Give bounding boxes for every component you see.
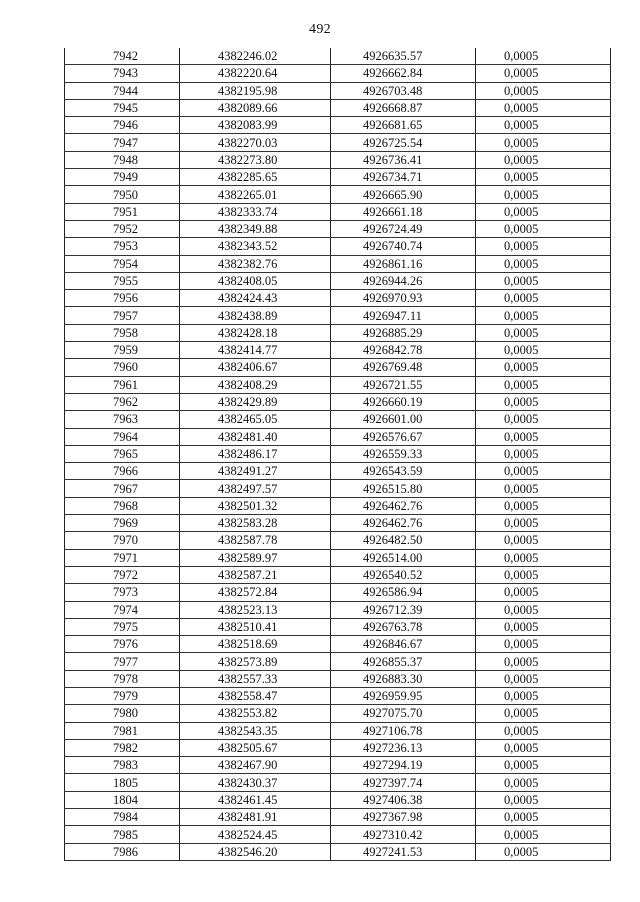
point-number-cell: 7947 <box>65 134 180 151</box>
accuracy-cell: 0,0005 <box>476 757 611 774</box>
point-number-cell: 7975 <box>65 618 180 635</box>
x-coordinate-cell: 4382543.35 <box>180 722 331 739</box>
table-row <box>65 705 611 722</box>
y-coordinate-cell: 4927106.78 <box>331 722 476 739</box>
point-number-cell: 7977 <box>65 653 180 670</box>
accuracy-cell: 0,0005 <box>476 584 611 601</box>
table-row <box>65 497 611 514</box>
y-coordinate-cell: 4926559.33 <box>331 445 476 462</box>
x-coordinate-cell: 4382343.52 <box>180 238 331 255</box>
point-number-cell: 7964 <box>65 428 180 445</box>
coordinates-table-body <box>65 48 611 860</box>
table-row <box>65 342 611 359</box>
table-row <box>65 618 611 635</box>
x-coordinate-cell: 4382083.99 <box>180 117 331 134</box>
y-coordinate-cell: 4927367.98 <box>331 809 476 826</box>
accuracy-cell: 0,0005 <box>476 238 611 255</box>
table-row <box>65 739 611 756</box>
table-row <box>65 791 611 808</box>
accuracy-cell: 0,0005 <box>476 463 611 480</box>
accuracy-cell: 0,0005 <box>476 220 611 237</box>
accuracy-cell: 0,0005 <box>476 705 611 722</box>
table-row <box>65 376 611 393</box>
x-coordinate-cell: 4382408.05 <box>180 272 331 289</box>
y-coordinate-cell: 4926846.67 <box>331 636 476 653</box>
accuracy-cell: 0,0005 <box>476 290 611 307</box>
point-number-cell: 7972 <box>65 566 180 583</box>
point-number-cell: 7969 <box>65 515 180 532</box>
y-coordinate-cell: 4926661.18 <box>331 203 476 220</box>
y-coordinate-cell: 4926681.65 <box>331 117 476 134</box>
x-coordinate-cell: 4382265.01 <box>180 186 331 203</box>
point-number-cell: 7985 <box>65 826 180 843</box>
accuracy-cell: 0,0005 <box>476 722 611 739</box>
point-number-cell: 7978 <box>65 670 180 687</box>
x-coordinate-cell: 4382408.29 <box>180 376 331 393</box>
y-coordinate-cell: 4927236.13 <box>331 739 476 756</box>
y-coordinate-cell: 4926883.30 <box>331 670 476 687</box>
table-row <box>65 203 611 220</box>
y-coordinate-cell: 4926662.84 <box>331 65 476 82</box>
table-row <box>65 238 611 255</box>
table-row <box>65 272 611 289</box>
y-coordinate-cell: 4926543.59 <box>331 463 476 480</box>
point-number-cell: 7957 <box>65 307 180 324</box>
point-number-cell: 7942 <box>65 48 180 65</box>
x-coordinate-cell: 4382461.45 <box>180 791 331 808</box>
point-number-cell: 7966 <box>65 463 180 480</box>
point-number-cell: 7970 <box>65 532 180 549</box>
accuracy-cell: 0,0005 <box>476 134 611 151</box>
table-row <box>65 532 611 549</box>
x-coordinate-cell: 4382587.78 <box>180 532 331 549</box>
x-coordinate-cell: 4382546.20 <box>180 843 331 860</box>
y-coordinate-cell: 4926725.54 <box>331 134 476 151</box>
accuracy-cell: 0,0005 <box>476 307 611 324</box>
point-number-cell: 7955 <box>65 272 180 289</box>
x-coordinate-cell: 4382220.64 <box>180 65 331 82</box>
table-row <box>65 151 611 168</box>
x-coordinate-cell: 4382089.66 <box>180 99 331 116</box>
accuracy-cell: 0,0005 <box>476 774 611 791</box>
y-coordinate-cell: 4926855.37 <box>331 653 476 670</box>
table-row <box>65 463 611 480</box>
x-coordinate-cell: 4382518.69 <box>180 636 331 653</box>
y-coordinate-cell: 4926635.57 <box>331 48 476 65</box>
accuracy-cell: 0,0005 <box>476 843 611 860</box>
table-row <box>65 290 611 307</box>
table-row <box>65 566 611 583</box>
accuracy-cell: 0,0005 <box>476 203 611 220</box>
accuracy-cell: 0,0005 <box>476 151 611 168</box>
table-row <box>65 307 611 324</box>
accuracy-cell: 0,0005 <box>476 82 611 99</box>
accuracy-cell: 0,0005 <box>476 99 611 116</box>
accuracy-cell: 0,0005 <box>476 376 611 393</box>
y-coordinate-cell: 4927406.38 <box>331 791 476 808</box>
table-row <box>65 393 611 410</box>
accuracy-cell: 0,0005 <box>476 393 611 410</box>
y-coordinate-cell: 4926944.26 <box>331 272 476 289</box>
x-coordinate-cell: 4382587.21 <box>180 566 331 583</box>
point-number-cell: 7967 <box>65 480 180 497</box>
accuracy-cell: 0,0005 <box>476 186 611 203</box>
x-coordinate-cell: 4382553.82 <box>180 705 331 722</box>
point-number-cell: 7963 <box>65 411 180 428</box>
point-number-cell: 7944 <box>65 82 180 99</box>
table-row <box>65 809 611 826</box>
table-row <box>65 411 611 428</box>
page-number: 492 <box>309 22 331 37</box>
y-coordinate-cell: 4926712.39 <box>331 601 476 618</box>
x-coordinate-cell: 4382414.77 <box>180 342 331 359</box>
accuracy-cell: 0,0005 <box>476 809 611 826</box>
table-row <box>65 117 611 134</box>
point-number-cell: 7948 <box>65 151 180 168</box>
point-number-cell: 7943 <box>65 65 180 82</box>
x-coordinate-cell: 4382481.40 <box>180 428 331 445</box>
accuracy-cell: 0,0005 <box>476 480 611 497</box>
accuracy-cell: 0,0005 <box>476 324 611 341</box>
coordinates-table <box>64 48 611 861</box>
point-number-cell: 1805 <box>65 774 180 791</box>
table-row <box>65 220 611 237</box>
accuracy-cell: 0,0005 <box>476 169 611 186</box>
accuracy-cell: 0,0005 <box>476 636 611 653</box>
point-number-cell: 7945 <box>65 99 180 116</box>
accuracy-cell: 0,0005 <box>476 670 611 687</box>
y-coordinate-cell: 4926721.55 <box>331 376 476 393</box>
y-coordinate-cell: 4926462.76 <box>331 515 476 532</box>
y-coordinate-cell: 4926668.87 <box>331 99 476 116</box>
y-coordinate-cell: 4927397.74 <box>331 774 476 791</box>
point-number-cell: 7960 <box>65 359 180 376</box>
point-number-cell: 7982 <box>65 739 180 756</box>
accuracy-cell: 0,0005 <box>476 359 611 376</box>
table-row <box>65 480 611 497</box>
x-coordinate-cell: 4382491.27 <box>180 463 331 480</box>
point-number-cell: 7965 <box>65 445 180 462</box>
x-coordinate-cell: 4382406.67 <box>180 359 331 376</box>
x-coordinate-cell: 4382583.28 <box>180 515 331 532</box>
y-coordinate-cell: 4926514.00 <box>331 549 476 566</box>
y-coordinate-cell: 4926861.16 <box>331 255 476 272</box>
x-coordinate-cell: 4382523.13 <box>180 601 331 618</box>
y-coordinate-cell: 4926763.78 <box>331 618 476 635</box>
x-coordinate-cell: 4382428.18 <box>180 324 331 341</box>
point-number-cell: 7950 <box>65 186 180 203</box>
table-row <box>65 601 611 618</box>
point-number-cell: 1804 <box>65 791 180 808</box>
accuracy-cell: 0,0005 <box>476 549 611 566</box>
accuracy-cell: 0,0005 <box>476 826 611 843</box>
y-coordinate-cell: 4926601.00 <box>331 411 476 428</box>
table-row <box>65 549 611 566</box>
x-coordinate-cell: 4382497.57 <box>180 480 331 497</box>
y-coordinate-cell: 4926576.67 <box>331 428 476 445</box>
x-coordinate-cell: 4382438.89 <box>180 307 331 324</box>
y-coordinate-cell: 4926769.48 <box>331 359 476 376</box>
x-coordinate-cell: 4382246.02 <box>180 48 331 65</box>
table-row <box>65 636 611 653</box>
y-coordinate-cell: 4926947.11 <box>331 307 476 324</box>
accuracy-cell: 0,0005 <box>476 255 611 272</box>
y-coordinate-cell: 4926885.29 <box>331 324 476 341</box>
table-row <box>65 428 611 445</box>
y-coordinate-cell: 4926703.48 <box>331 82 476 99</box>
table-row <box>65 255 611 272</box>
accuracy-cell: 0,0005 <box>476 532 611 549</box>
table-row <box>65 169 611 186</box>
table-row <box>65 82 611 99</box>
y-coordinate-cell: 4926740.74 <box>331 238 476 255</box>
y-coordinate-cell: 4926462.76 <box>331 497 476 514</box>
y-coordinate-cell: 4926970.93 <box>331 290 476 307</box>
y-coordinate-cell: 4926724.49 <box>331 220 476 237</box>
x-coordinate-cell: 4382589.97 <box>180 549 331 566</box>
point-number-cell: 7961 <box>65 376 180 393</box>
point-number-cell: 7952 <box>65 220 180 237</box>
x-coordinate-cell: 4382285.65 <box>180 169 331 186</box>
x-coordinate-cell: 4382573.89 <box>180 653 331 670</box>
point-number-cell: 7974 <box>65 601 180 618</box>
accuracy-cell: 0,0005 <box>476 653 611 670</box>
point-number-cell: 7973 <box>65 584 180 601</box>
point-number-cell: 7956 <box>65 290 180 307</box>
point-number-cell: 7971 <box>65 549 180 566</box>
point-number-cell: 7979 <box>65 687 180 704</box>
table-row <box>65 722 611 739</box>
point-number-cell: 7946 <box>65 117 180 134</box>
point-number-cell: 7962 <box>65 393 180 410</box>
x-coordinate-cell: 4382557.33 <box>180 670 331 687</box>
table-row <box>65 826 611 843</box>
y-coordinate-cell: 4926736.41 <box>331 151 476 168</box>
table-row <box>65 584 611 601</box>
y-coordinate-cell: 4926586.94 <box>331 584 476 601</box>
accuracy-cell: 0,0005 <box>476 687 611 704</box>
point-number-cell: 7983 <box>65 757 180 774</box>
x-coordinate-cell: 4382558.47 <box>180 687 331 704</box>
point-number-cell: 7981 <box>65 722 180 739</box>
accuracy-cell: 0,0005 <box>476 65 611 82</box>
table-row <box>65 186 611 203</box>
x-coordinate-cell: 4382273.80 <box>180 151 331 168</box>
x-coordinate-cell: 4382424.43 <box>180 290 331 307</box>
y-coordinate-cell: 4927241.53 <box>331 843 476 860</box>
x-coordinate-cell: 4382349.88 <box>180 220 331 237</box>
accuracy-cell: 0,0005 <box>476 117 611 134</box>
x-coordinate-cell: 4382195.98 <box>180 82 331 99</box>
x-coordinate-cell: 4382382.76 <box>180 255 331 272</box>
table-row <box>65 445 611 462</box>
accuracy-cell: 0,0005 <box>476 601 611 618</box>
accuracy-cell: 0,0005 <box>476 411 611 428</box>
point-number-cell: 7953 <box>65 238 180 255</box>
x-coordinate-cell: 4382465.05 <box>180 411 331 428</box>
table-row <box>65 670 611 687</box>
point-number-cell: 7958 <box>65 324 180 341</box>
point-number-cell: 7959 <box>65 342 180 359</box>
accuracy-cell: 0,0005 <box>476 791 611 808</box>
table-row <box>65 843 611 860</box>
accuracy-cell: 0,0005 <box>476 618 611 635</box>
point-number-cell: 7976 <box>65 636 180 653</box>
accuracy-cell: 0,0005 <box>476 272 611 289</box>
point-number-cell: 7986 <box>65 843 180 860</box>
y-coordinate-cell: 4926540.52 <box>331 566 476 583</box>
accuracy-cell: 0,0005 <box>476 428 611 445</box>
table-row <box>65 653 611 670</box>
point-number-cell: 7951 <box>65 203 180 220</box>
table-row <box>65 99 611 116</box>
y-coordinate-cell: 4926959.95 <box>331 687 476 704</box>
x-coordinate-cell: 4382510.41 <box>180 618 331 635</box>
y-coordinate-cell: 4926482.50 <box>331 532 476 549</box>
accuracy-cell: 0,0005 <box>476 497 611 514</box>
point-number-cell: 7954 <box>65 255 180 272</box>
accuracy-cell: 0,0005 <box>476 739 611 756</box>
x-coordinate-cell: 4382430.37 <box>180 774 331 791</box>
point-number-cell: 7980 <box>65 705 180 722</box>
x-coordinate-cell: 4382524.45 <box>180 826 331 843</box>
table-row <box>65 687 611 704</box>
x-coordinate-cell: 4382333.74 <box>180 203 331 220</box>
accuracy-cell: 0,0005 <box>476 566 611 583</box>
table-row <box>65 774 611 791</box>
point-number-cell: 7984 <box>65 809 180 826</box>
y-coordinate-cell: 4927310.42 <box>331 826 476 843</box>
table-row <box>65 48 611 65</box>
accuracy-cell: 0,0005 <box>476 342 611 359</box>
accuracy-cell: 0,0005 <box>476 515 611 532</box>
y-coordinate-cell: 4926660.19 <box>331 393 476 410</box>
x-coordinate-cell: 4382486.17 <box>180 445 331 462</box>
y-coordinate-cell: 4927075.70 <box>331 705 476 722</box>
x-coordinate-cell: 4382572.84 <box>180 584 331 601</box>
x-coordinate-cell: 4382481.91 <box>180 809 331 826</box>
y-coordinate-cell: 4926665.90 <box>331 186 476 203</box>
x-coordinate-cell: 4382505.67 <box>180 739 331 756</box>
table-row <box>65 324 611 341</box>
table-row <box>65 65 611 82</box>
point-number-cell: 7949 <box>65 169 180 186</box>
x-coordinate-cell: 4382270.03 <box>180 134 331 151</box>
table-row <box>65 757 611 774</box>
x-coordinate-cell: 4382467.90 <box>180 757 331 774</box>
y-coordinate-cell: 4926842.78 <box>331 342 476 359</box>
y-coordinate-cell: 4926515.80 <box>331 480 476 497</box>
y-coordinate-cell: 4926734.71 <box>331 169 476 186</box>
x-coordinate-cell: 4382429.89 <box>180 393 331 410</box>
accuracy-cell: 0,0005 <box>476 445 611 462</box>
table-row <box>65 134 611 151</box>
x-coordinate-cell: 4382501.32 <box>180 497 331 514</box>
table-row <box>65 359 611 376</box>
accuracy-cell: 0,0005 <box>476 48 611 65</box>
y-coordinate-cell: 4927294.19 <box>331 757 476 774</box>
table-row <box>65 515 611 532</box>
point-number-cell: 7968 <box>65 497 180 514</box>
